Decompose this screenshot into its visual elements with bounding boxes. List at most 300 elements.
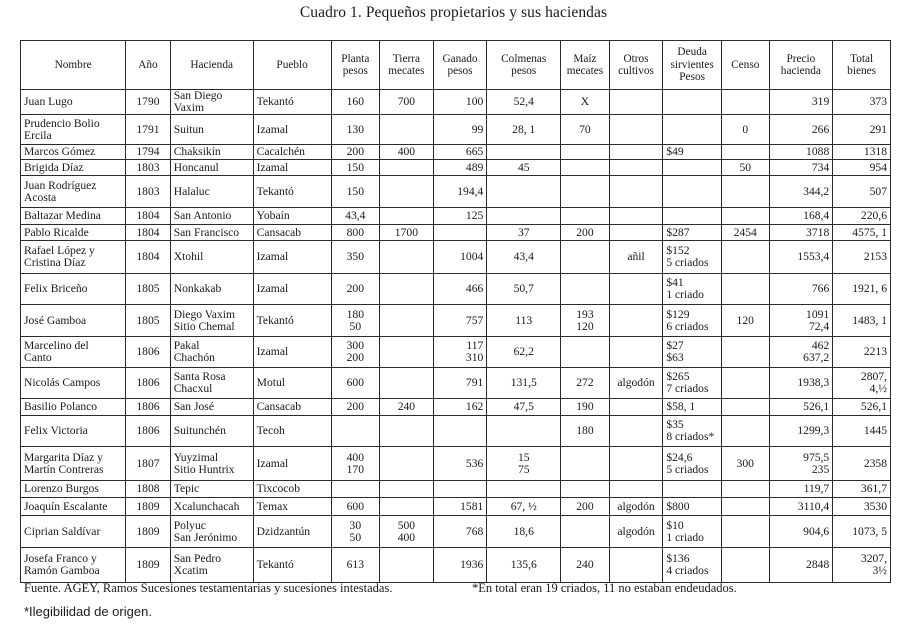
cell-line: 768 [465,524,484,538]
cell-colmenas [487,416,561,447]
cell-otros [609,160,663,176]
cell-maiz [561,498,610,516]
cell-line: 344,2 [803,184,830,198]
cell-line: 507 [869,184,887,198]
cell-colmenas [487,176,561,208]
cell-line: Acosta [24,190,57,204]
cell-line: 700 [397,95,416,109]
cell-ganado [433,305,487,337]
cell-planta [331,241,380,274]
cell-ganado [433,176,487,208]
cell-nombre [21,274,126,305]
cell-deuda [663,225,722,241]
cell-line: Tekantó [256,184,294,198]
cell-hacienda [170,447,253,481]
cell-ano [126,208,171,225]
footnote-line [24,581,737,596]
cell-precio [769,115,833,145]
cell-line: 37 [517,225,530,239]
table-row [21,399,891,416]
cell-line: $49 [666,145,684,159]
cell-line: 373 [869,95,887,109]
cell-line: 526,1 [803,400,830,414]
cell-deuda [663,481,722,498]
header-line: Total [850,52,874,65]
cell-censo [721,498,769,516]
cell-otros [609,225,663,241]
cell-line: 319 [811,95,830,109]
cell-nombre [21,548,126,583]
cell-line: 30 [349,518,362,532]
cell-colmenas [487,516,561,548]
footnote-source: Fuente. AGEY, Ramos Sucesiones testamentarias y sucesiones intestadas. [24,581,393,595]
cell-precio [769,274,833,305]
cell-censo [721,145,769,160]
cell-precio [769,208,833,225]
cell-line: Prudencio Bolio [24,116,100,130]
cell-line: $136 [666,552,690,566]
cell-ganado [433,416,487,447]
cell-line: 193 [576,307,594,321]
cell-line: Motul [256,376,286,390]
cell-line: 18,6 [513,524,534,538]
cell-ganado [433,160,487,176]
cell-planta [331,305,380,337]
cell-line: $24,6 [666,450,693,464]
cell-total [833,176,891,208]
cell-line: Brigida Díaz [24,160,84,174]
cell-hacienda [170,274,253,305]
cell-line: 2153 [863,250,887,264]
cell-line: 1938,3 [797,376,830,390]
cell-line: Nicolás Campos [24,376,101,390]
cell-colmenas [487,305,561,337]
cell-pueblo [253,90,331,115]
cell-line: San Francisco [173,225,240,239]
cell-deuda [663,368,722,399]
cell-censo [721,225,769,241]
cell-line: Suitun [173,122,204,136]
cell-line: Xtohil [173,250,204,264]
cell-line: 130 [346,122,365,136]
cell-colmenas [487,447,561,481]
cell-line: 2358 [863,456,887,470]
cell-ganado [433,115,487,145]
footnote-legibility: *Ilegibilidad de origen. [24,604,152,619]
cell-line: Xcalunchacah [173,499,240,513]
cell-line: 1 criado [666,288,704,302]
cell-line: Felix Victoria [24,424,88,438]
cell-line: Marcos Gómez [24,145,96,159]
cell-planta [331,225,380,241]
cell-line: 170 [346,462,365,476]
cell-total [833,160,891,176]
cell-line: 600 [346,376,365,390]
column-header-ano [126,41,171,90]
cell-total [833,225,891,241]
cell-line: 975,5 [803,450,830,464]
cell-tierra [380,274,434,305]
cell-line: 1299,3 [797,424,830,438]
cell-deuda [663,498,722,516]
cell-otros [609,145,663,160]
cell-line: 4,½ [869,382,887,396]
cell-total [833,368,891,399]
cell-maiz [561,337,610,368]
cell-line: 2454 [733,225,757,239]
cell-pueblo [253,176,331,208]
cell-line: $58, 1 [666,400,696,414]
cell-total [833,337,891,368]
cell-otros [609,274,663,305]
cell-line: 5 criados [666,462,709,476]
cell-censo [721,481,769,498]
table-row [21,498,891,516]
cell-line: 3530 [863,499,887,513]
cell-maiz [561,208,610,225]
cell-censo [721,208,769,225]
cell-line: 50 [349,319,362,333]
cell-line: 1804 [136,209,160,223]
cell-line: Xcatim [173,564,208,578]
cell-otros [609,90,663,115]
cell-tierra [380,115,434,145]
column-header-maiz [561,41,610,90]
cell-line: 291 [869,122,887,136]
cell-line: 120 [736,313,754,327]
cell-line: Tepic [173,482,200,496]
cell-line: $27 [666,339,684,353]
cell-line: 180 [576,424,594,438]
cell-nombre [21,225,126,241]
cell-nombre [21,516,126,548]
cell-maiz [561,368,610,399]
cell-ganado [433,145,487,160]
cell-precio [769,305,833,337]
cell-line: 240 [576,558,594,572]
cell-total [833,241,891,274]
cell-planta [331,176,380,208]
cell-tierra [380,160,434,176]
cell-colmenas [487,498,561,516]
cell-line: $41 [666,276,684,290]
cell-line: Juan Rodríguez [24,178,97,192]
cell-pueblo [253,399,331,416]
cell-censo [721,548,769,583]
table-body [21,90,891,583]
cell-precio [769,516,833,548]
cell-censo [721,274,769,305]
header-line: mecates [388,65,425,77]
cell-line: algodón [617,499,655,513]
cell-line: 7 criados [666,382,709,396]
cell-total [833,115,891,145]
cell-line: 1791 [136,122,160,136]
cell-deuda [663,176,722,208]
cell-otros [609,176,663,208]
cell-line: 266 [811,122,830,136]
cell-tierra [380,337,434,368]
cell-planta [331,447,380,481]
cell-line: 4575, 1 [852,225,887,239]
cell-line: 162 [465,400,484,414]
cell-line: San Diego [173,89,223,102]
cell-ganado [433,399,487,416]
cell-censo [721,241,769,274]
cell-planta [331,548,380,583]
cell-line: 904,6 [803,524,830,538]
cell-line: 200 [346,282,365,296]
cell-total [833,90,891,115]
properties-table [20,40,891,583]
cell-nombre [21,160,126,176]
cell-ano [126,447,171,481]
cell-line: 536 [465,456,484,470]
cell-ano [126,274,171,305]
cell-line: Yobaín [256,209,290,223]
cell-planta [331,208,380,225]
header-line: sirvientes [670,58,714,71]
cell-line: 3718 [806,225,830,239]
cell-line: 200 [346,351,365,365]
cell-line: 1700 [394,225,418,239]
cell-planta [331,516,380,548]
cell-ganado [433,498,487,516]
cell-nombre [21,115,126,145]
cell-line: Margarita Díaz y [24,450,103,464]
cell-line: 3110,4 [797,499,830,513]
cell-line: Tixcocob [256,482,301,496]
cell-pueblo [253,274,331,305]
cell-hacienda [170,399,253,416]
cell-censo [721,368,769,399]
cell-deuda [663,274,722,305]
cell-line: 665 [465,145,484,159]
cell-censo [721,305,769,337]
cell-nombre [21,176,126,208]
cell-pueblo [253,115,331,145]
cell-nombre [21,447,126,481]
cell-otros [609,447,663,481]
cell-line: 8 criados* [666,430,715,444]
table-row [21,176,891,208]
cell-tierra [380,548,434,583]
cell-line: 47,5 [513,400,534,414]
cell-line: 1803 [136,184,160,198]
header-line: Tierra [392,52,420,65]
cell-line: Basilio Polanco [24,400,98,414]
cell-maiz [561,305,610,337]
cell-otros [609,115,663,145]
cell-line: 50 [349,530,362,544]
cell-line: Yuyzimal [173,450,219,464]
cell-ano [126,368,171,399]
table-row [21,416,891,447]
header-line: mecates [566,65,604,77]
cell-line: Vaxim [173,101,204,115]
header-line: Planta [341,52,370,65]
cell-planta [331,160,380,176]
cell-tierra [380,516,434,548]
cell-nombre [21,241,126,274]
cell-line: Tecoh [256,424,285,438]
cell-ganado [433,225,487,241]
cell-censo [721,160,769,176]
cell-line: Rafael López y [24,244,95,258]
cell-line: Cansacab [256,225,302,239]
cell-line: Cansacab [256,400,302,414]
cell-line: 3207, [860,552,887,566]
table-row [21,241,891,274]
cell-deuda [663,447,722,481]
cell-deuda [663,160,722,176]
table-row [21,447,891,481]
cell-line: añil [627,250,645,264]
header-line: Ganado [442,52,478,65]
cell-ganado [433,368,487,399]
cell-maiz [561,399,610,416]
cell-line: 1004 [460,250,484,264]
header-line: pesos [511,65,537,77]
cell-ano [126,225,171,241]
cell-line: San Pedro [173,552,222,566]
cell-colmenas [487,160,561,176]
cell-line: Chaksikín [173,145,221,159]
table-row [21,90,891,115]
cell-line: 600 [346,499,365,513]
cell-line: 28, 1 [512,122,536,136]
table-row [21,305,891,337]
cell-line: 100 [465,95,484,109]
cell-otros [609,208,663,225]
cell-planta [331,481,380,498]
column-header-censo [721,41,769,90]
cell-line: Izamal [256,122,289,136]
cell-line: Izamal [256,456,289,470]
cell-line: 4 criados [666,564,709,578]
cell-colmenas [487,208,561,225]
cell-line: $287 [666,225,690,239]
cell-nombre [21,498,126,516]
cell-line: 119,7 [803,482,830,496]
cell-nombre [21,145,126,160]
cell-line: $152 [666,244,690,258]
cell-deuda [663,90,722,115]
cell-line: José Gamboa [24,313,87,327]
cell-hacienda [170,225,253,241]
cell-line: 1 criado [666,530,704,544]
cell-line: 954 [869,160,887,174]
cell-tierra [380,498,434,516]
cell-line: 125 [465,209,484,223]
cell-line: Ramón Gamboa [24,564,100,578]
cell-total [833,145,891,160]
cell-hacienda [170,368,253,399]
header-line: Deuda [677,46,707,59]
cell-line: 310 [465,351,484,365]
cell-pueblo [253,548,331,583]
cell-hacienda [170,90,253,115]
cell-line: 1806 [136,376,160,390]
cell-line: 1804 [136,250,160,264]
cell-precio [769,416,833,447]
cell-deuda [663,337,722,368]
cell-ano [126,516,171,548]
cell-line: 160 [346,95,365,109]
cell-line: 50 [739,160,752,174]
cell-line: 168,4 [803,209,830,223]
header-line: bienes [847,65,877,77]
cell-line: 200 [576,499,594,513]
cell-line: 526,1 [860,400,887,414]
cell-colmenas [487,337,561,368]
cell-line: Dzidzantún [256,524,311,538]
cell-ganado [433,447,487,481]
cell-line: 190 [576,400,594,414]
cell-line: Juan Lugo [24,95,73,109]
cell-tierra [380,225,434,241]
header-line: Pueblo [276,58,308,71]
cell-line: 734 [811,160,830,174]
cell-line: 1805 [136,313,160,327]
cell-deuda [663,548,722,583]
cell-deuda [663,145,722,160]
header-line: hacienda [780,65,821,77]
cell-line: Lorenzo Burgos [24,482,99,496]
cell-line: 791 [465,376,484,390]
cell-nombre [21,90,126,115]
cell-line: Diego Vaxim [173,307,235,321]
cell-line: $129 [666,307,690,321]
cell-hacienda [170,548,253,583]
cell-line: 220,6 [860,209,887,223]
cell-nombre [21,399,126,416]
cell-pueblo [253,516,331,548]
cell-planta [331,399,380,416]
cell-line: 62,2 [513,345,534,359]
cell-colmenas [487,368,561,399]
cell-line: 400 [346,450,365,464]
table-row [21,225,891,241]
cell-colmenas [487,225,561,241]
cell-pueblo [253,145,331,160]
cell-precio [769,176,833,208]
column-header-nombre [21,41,126,90]
cell-line: 1553,4 [797,250,830,264]
cell-pueblo [253,447,331,481]
cell-line: 120 [576,319,594,333]
cell-line: San José [173,400,214,414]
cell-censo [721,115,769,145]
cell-line: Izamal [256,250,289,264]
cell-tierra [380,481,434,498]
cell-ganado [433,337,487,368]
cell-maiz [561,160,610,176]
cell-tierra [380,368,434,399]
cell-line: 2807, [860,370,887,384]
cell-total [833,498,891,516]
cell-maiz [561,176,610,208]
cell-deuda [663,516,722,548]
cell-line: 300 [346,339,365,353]
cell-ano [126,115,171,145]
cell-colmenas [487,90,561,115]
cell-ganado [433,481,487,498]
cell-line: 194,4 [457,184,484,198]
table-row [21,368,891,399]
cell-tierra [380,399,434,416]
cell-line: Cristina Díaz [24,256,86,270]
